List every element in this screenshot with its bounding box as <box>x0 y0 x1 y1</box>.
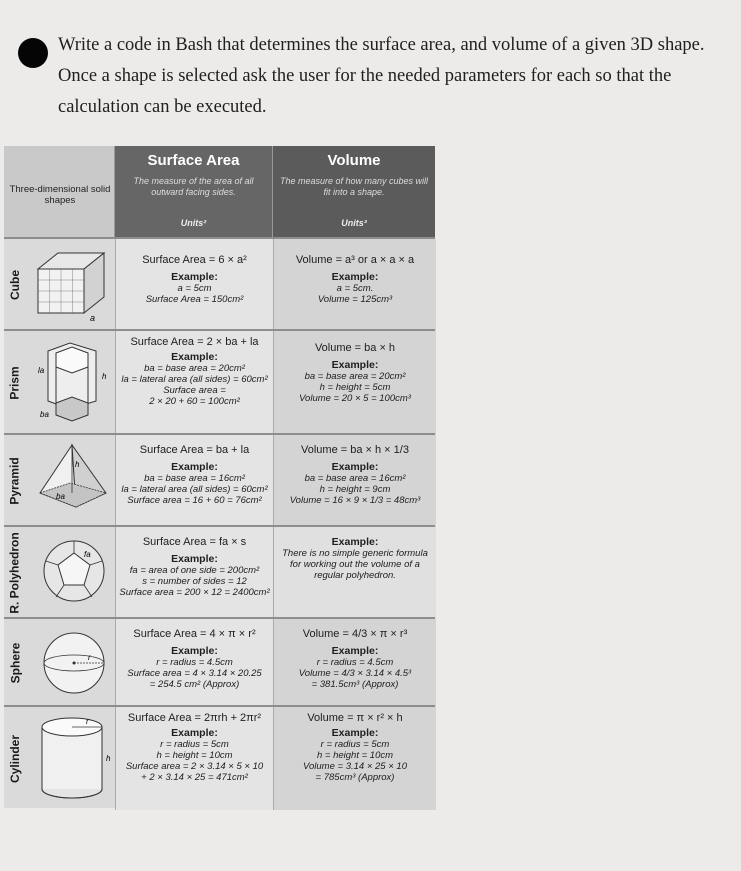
volume-header <box>273 146 435 237</box>
row-label: Prism <box>8 366 23 400</box>
prism-shape-icon <box>26 331 114 435</box>
row-label: Sphere <box>8 642 22 684</box>
cylinder-volume-cell: Volume = π × r² × h Example: r = radius = 5cm h = height = 10cm Volume = 3.14 × 25 × 10 = 785cm³ (Approx) <box>273 707 436 810</box>
svg-text:h: h <box>102 372 107 381</box>
sa-header-title: Surface Area <box>147 152 240 169</box>
cube-surface-area-cell: Surface Area = 6 × a² Example: a = 5cm Surface Area = 150cm² <box>115 239 273 331</box>
sphere-shape-icon <box>26 619 114 707</box>
shapes-reference-table <box>4 146 435 808</box>
prompt-text <box>58 30 718 123</box>
cube-shape-icon <box>26 239 114 331</box>
row-label: Cylinder <box>8 734 23 783</box>
svg-text:la: la <box>38 366 45 375</box>
prompt-line-1: Write a code in Bash that determines the surface area, and volume of a given 3D shape. <box>58 35 705 55</box>
row-label: R. Polyhedron <box>8 532 22 614</box>
pyramid-surface-area-cell: Surface Area = ba + la Example: ba = base area = 16cm² la = lateral area (all sides) = 60cm² Surface area = 16 + 60 = 76cm² <box>115 435 273 527</box>
sphere-surface-area-cell: Surface Area = 4 × π × r² Example: r = radius = 4.5cm Surface area = 4 × 3.14 × 20.25 = 254.5 cm² (Approx) <box>115 619 273 707</box>
row-label: Pyramid <box>8 457 23 505</box>
polyhedron-shape-icon <box>26 527 114 619</box>
svg-text:r: r <box>86 717 89 726</box>
table-row-cylinder <box>4 705 435 810</box>
svg-text:ba: ba <box>56 492 65 501</box>
sa-header-desc: The measure of the area of all outward facing sides. <box>133 176 254 197</box>
table-row-cube <box>4 237 435 331</box>
prism-surface-area-cell: Surface Area = 2 × ba + la Example: ba = base area = 20cm² la = lateral area (all sides) = 60cm² Surface area = 2 × 20 + 60 = 100cm² <box>115 331 273 435</box>
corner-label: Three-dimensional solid shapes <box>9 184 111 206</box>
cylinder-shape-icon <box>26 707 114 810</box>
svg-text:h: h <box>75 460 80 469</box>
prompt-line-3: calculation can be executed. <box>58 97 267 117</box>
vol-header-desc: The measure of how many cubes will fit into a shape. <box>279 176 429 197</box>
svg-text:r: r <box>88 653 91 662</box>
cube-volume-cell: Volume = a³ or a × a × a Example: a = 5cm. Volume = 125cm³ <box>273 239 436 331</box>
svg-text:fa: fa <box>84 550 91 559</box>
surface-area-header <box>115 146 273 237</box>
svg-text:a: a <box>90 313 96 323</box>
bullet-icon <box>18 38 48 68</box>
polyhedron-volume-cell: Example: There is no simple generic formula for working out the volume of a regular polyhedron. <box>273 527 436 619</box>
pyramid-volume-cell: Volume = ba × h × 1/3 Example: ba = base area = 16cm² h = height = 9cm Volume = 16 × 9 × 1/3 = 48cm³ <box>273 435 436 527</box>
pyramid-shape-icon <box>26 435 114 527</box>
table-row-pyramid <box>4 433 435 527</box>
prism-volume-cell: Volume = ba × h Example: ba = base area = 20cm² h = height = 5cm Volume = 20 × 5 = 100cm³ <box>273 331 436 435</box>
table-row-polyhedron <box>4 525 435 619</box>
table-corner-header <box>4 146 115 237</box>
cylinder-surface-area-cell: Surface Area = 2πrh + 2πr² Example: r = radius = 5cm h = height = 10cm Surface area = 2 × 3.14 × 5 × 10 + 2 × 3.14 × 25 = 471cm² <box>115 707 273 810</box>
row-label: Cube <box>8 270 22 300</box>
polyhedron-surface-area-cell: Surface Area = fa × s Example: fa = area of one side = 200cm² s = number of sides = 12 Surface area = 200 × 12 = 2400cm² <box>115 527 273 619</box>
table-row-prism <box>4 329 435 435</box>
sphere-volume-cell: Volume = 4/3 × π × r³ Example: r = radius = 4.5cm Volume = 4/3 × 3.14 × 4.5³ = 381.5cm³ (Approx) <box>273 619 436 707</box>
prompt-line-2: Once a shape is selected ask the user for the needed parameters for each so that the <box>58 66 672 86</box>
svg-text:ba: ba <box>40 410 49 419</box>
sa-header-units: Units² <box>180 218 207 228</box>
vol-header-units: Units³ <box>341 218 367 228</box>
svg-text:h: h <box>106 754 111 763</box>
table-row-sphere <box>4 617 435 707</box>
vol-header-title: Volume <box>327 152 381 169</box>
